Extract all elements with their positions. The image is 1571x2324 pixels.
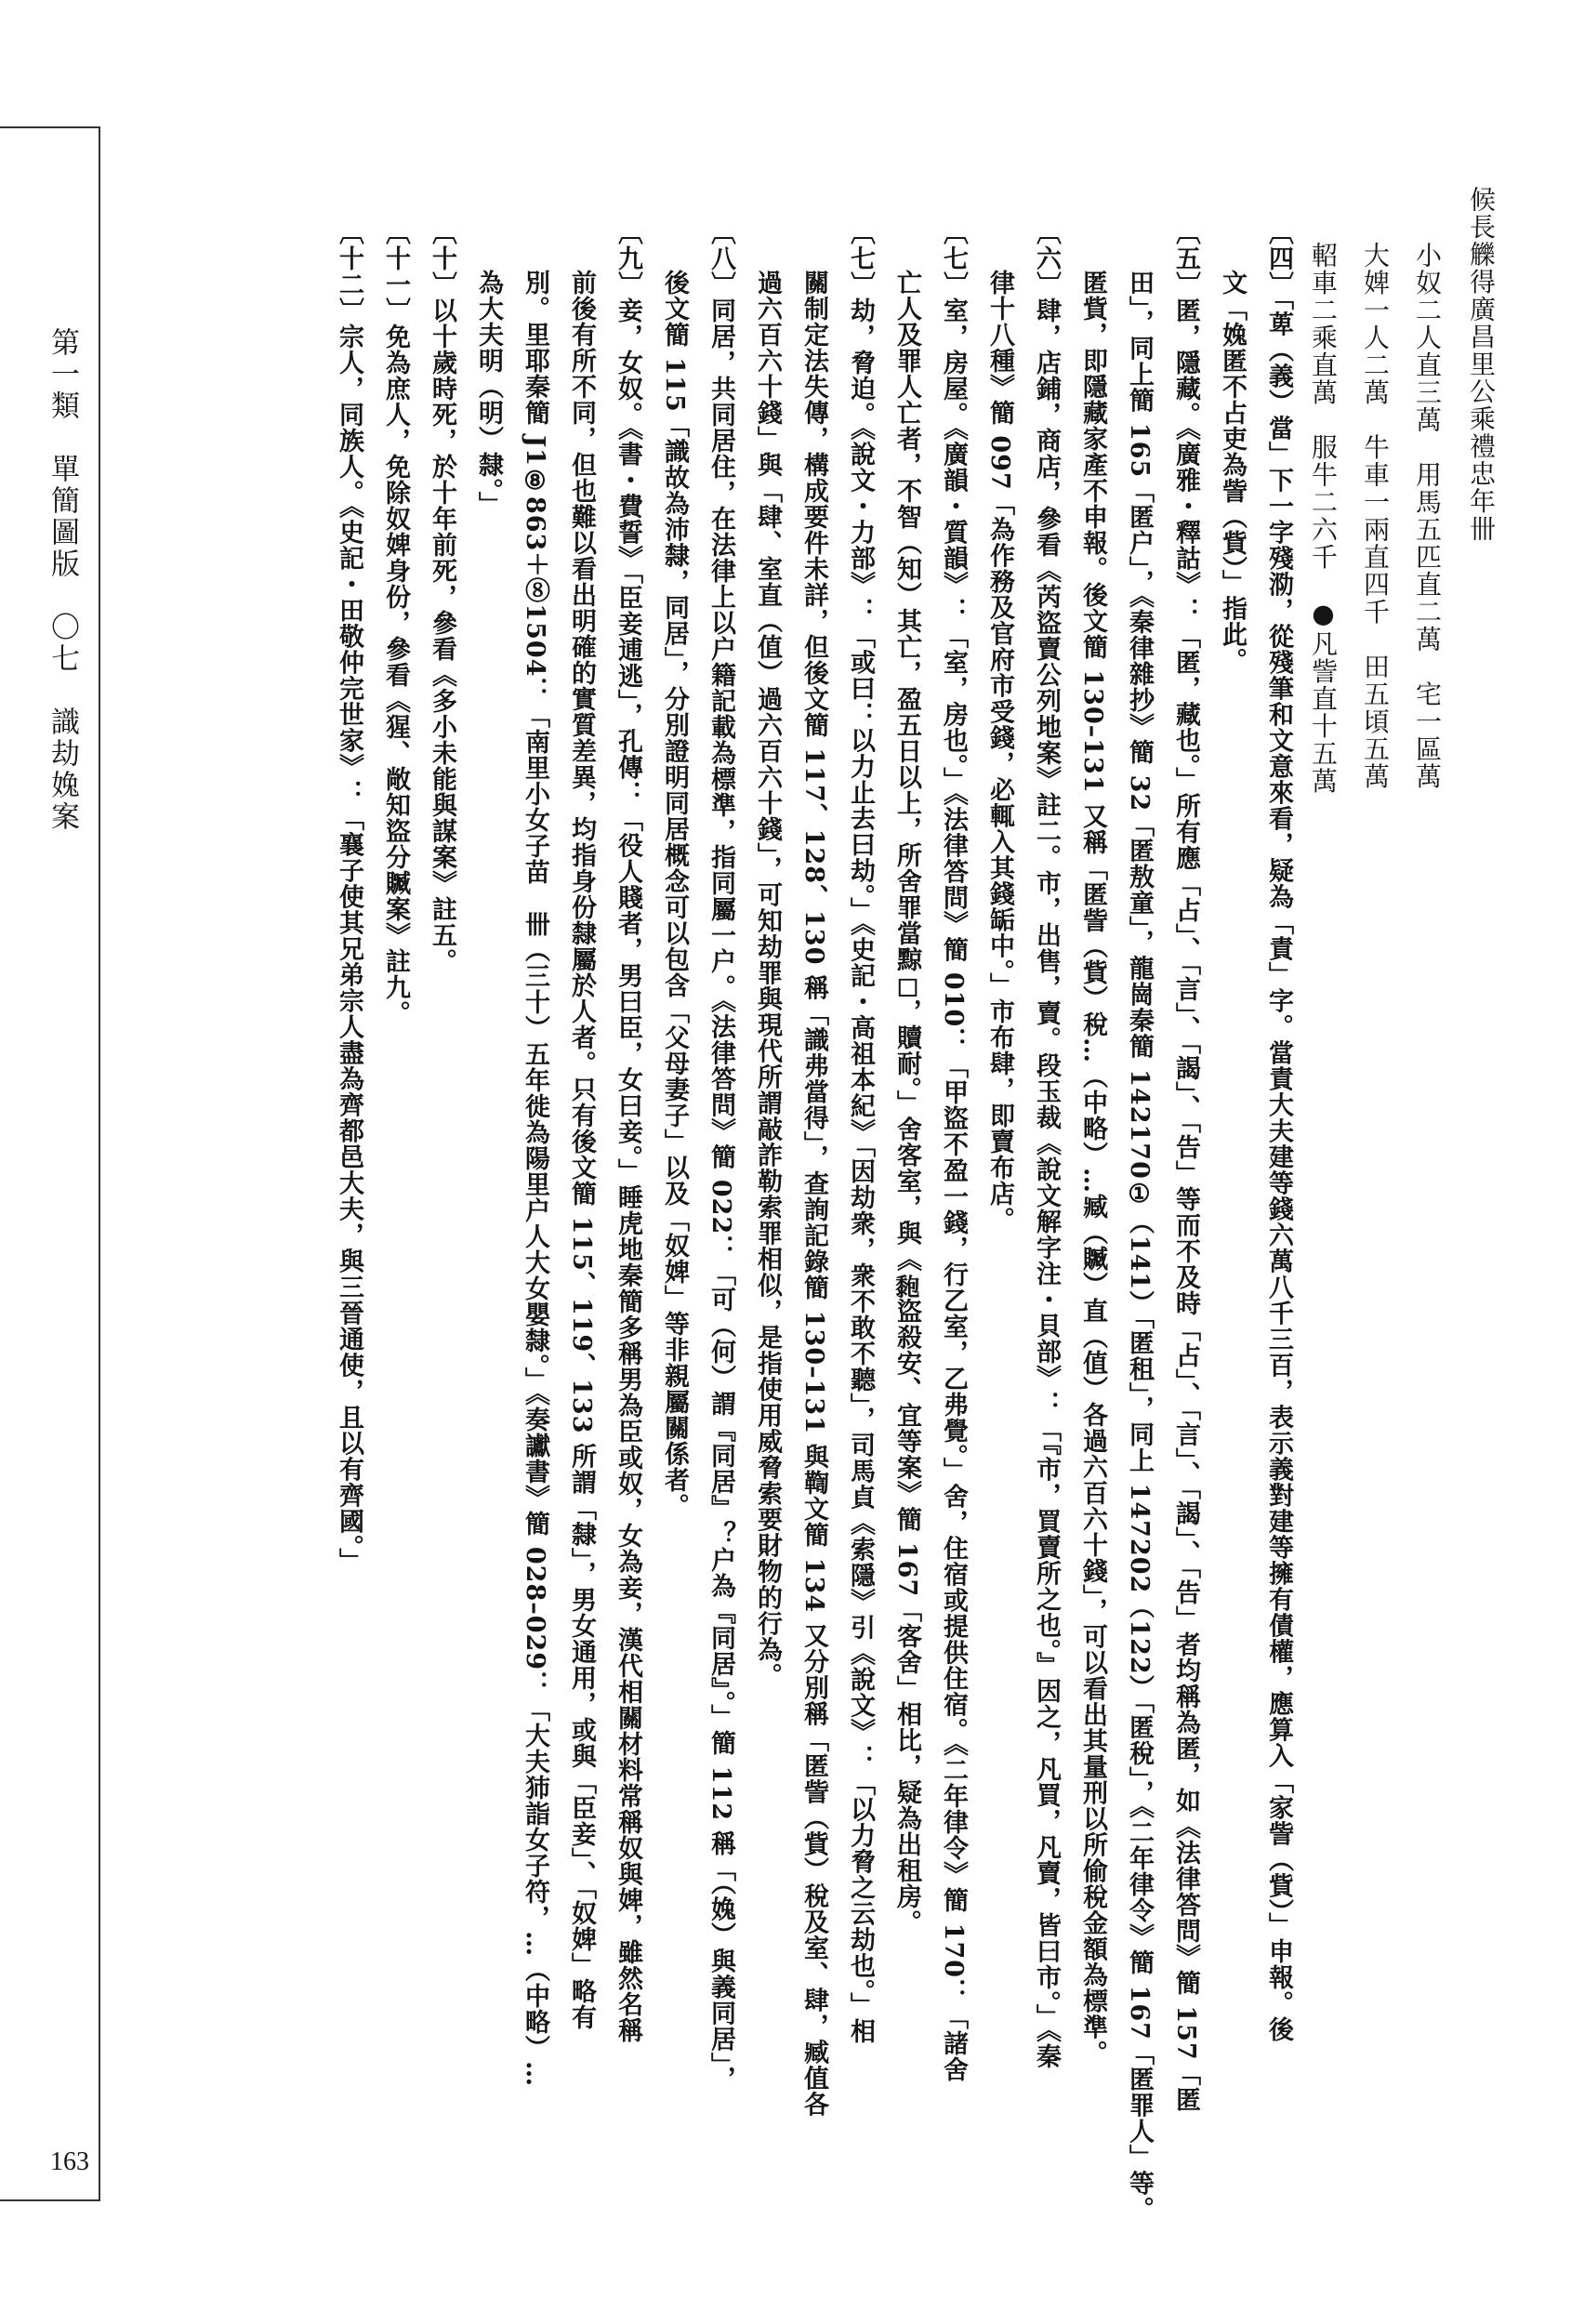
body-column: 小奴二人直三萬 用馬五匹直二萬 宅一區萬 [1412,242,1443,790]
note-column: 〔十二〕宗人，同族人。《史記・田敬仲完世家》：「襄子使其兄弟宗人盡為齊都邑大夫，與三晉通使，且以有齊國。」 [335,219,363,1574]
margin-frame-top [0,126,100,128]
note-column: 〔十一〕免為庶人，免除奴婢身份，參看《猩、敞知盜分贓案》註九。 [381,219,410,1026]
note-column: 〔四〕「萆（義）當」下一字殘泐，從殘筆和文意來看，疑為「責」字。當責大夫建等錢六萬八千三百，表示義對建等擁有債權，應算入「家訾（貲）」申報。後 [1264,219,1293,2042]
body-column: 軺車二乘直萬 服牛二六千 ●凡訾直十五萬 [1308,242,1339,795]
margin-frame-side [99,126,100,2201]
note-column: 亡人及罪人亡者，不智（知）其亡，盈五日以上，所舍罪當黥☐，贖耐。」舍客室，與《𪏶盜殺安、宜等案》簡 167「客舍」相比，疑為出租房。 [892,270,921,1936]
note-column: 為大夫明（明）隸。」 [474,270,503,518]
note-column: 律十八種》簡 097「為作務及官府市受錢，必輒入其錢缿中。」市布肆，即賣布店。 [985,270,1014,1234]
note-column: 文「婏匿不占吏為訾（貲）」指此。 [1218,270,1247,674]
body-column: 候長觻得廣昌里公乘禮忠年卌 [1466,186,1497,543]
page-number: 163 [50,2147,89,2176]
margin-frame-bottom [0,2199,100,2201]
note-column: 〔七〕室，房屋。《廣韻・質韻》：「室，房也。」《法律答問》簡 010：「甲盜不盈一錢，行乙室，乙弗覺。」舍，住宿或提供住宿。《二年律令》簡 170：「諸舍 [939,219,968,2083]
body-column: 大婢一人二萬 牛車一兩直四千 田五頃五萬 [1360,242,1391,790]
note-column: 別。里耶秦簡 J1⑧863＋⑧1504：「南里小女子苗 卌（三十）五年徙為陽里户人大女嬰隸。」《奏讞書》簡 028–029：「大夫犻詣女子符，…（中略）… [521,270,549,2088]
note-column: 〔五〕匿，隱藏。《廣雅・釋詁》：「匿，藏也。」所有應「占」、「言」、「謁」、「告」等而不及時「占」、「言」、「謁」、「告」者均稱為匿，如《法律答問》簡 157「匿 [1171,219,1200,2113]
note-column: 關制定法失傳，構成要件未詳，但後文簡 117、128、130 稱「識弗當得」，查詢記錄簡 130–131 與鞫文簡 134 又分別稱「匿訾（貲）稅及室、肆，臧值各 [799,270,828,2118]
note-column: 匿貲，即隱藏家產不申報。後文簡 130–131 又稱「匿訾（貲）稅…（中略）…臧（贓）直（值）各過六百六十錢」，可以看出其量刑以所偷稅金額為標準。 [1078,270,1107,2067]
note-column: 〔十〕以十歲時死，於十年前死，參看《多小未能與謀案》註五。 [428,219,456,974]
note-column: 前後有所不同，但也難以看出明確的實質差異，均指身份隸屬於人者。只有後文簡 115、119、133 所謂「隸」，男女通用，或與「臣妾」、「奴婢」略有 [567,270,596,2031]
note-column: 〔六〕肆，店鋪，商店，參看《芮盜賣公列地案》註二。市，出售，賣。段玉裁《說文解字注・貝部》：「『市，買賣所之也。』因之，凡買，凡賣，皆曰市。」《秦 [1032,219,1061,2069]
note-column: 田」，同上簡 165「匿户」，《秦律雜抄》簡 32「匿敖童」，龍崗秦簡 142170①（141）「匿租」，同上 147202（122）「匿稅」，《二年律令》簡 167「匿罪人」等。 [1125,270,1154,2223]
note-column: 過六百六十錢」與「肆、室直（值）過六百六十錢」，可知劫罪與現代所謂敲詐勒索罪相似，是指使用威脅索要財物的行為。 [753,270,782,1689]
note-column: 〔八〕同居，共同居住，在法律上以户籍記載為標準，指同屬一户。《法律答問》簡 022：「可（何）謂『同居』？户為『同居』。」簡 112 稱「（婏）與義同居」， [706,219,735,2093]
note-column: 〔七〕劫，脅迫。《說文・力部》：「或曰：以力止去曰劫。」《史記・高祖本紀》「因劫衆，衆不敢不聽」，司馬貞《索隱》引《說文》：「以力脅之云劫也。」相 [846,219,875,2044]
note-column: 〔九〕妾，女奴。《書・費誓》「臣妾逋逃」，孔傳：「役人賤者，男曰臣，女曰妾。」睡虎地秦簡多稱男為臣或奴，女為妾，漢代相關材料常稱奴與婢，雖然名稱 [614,219,642,2043]
running-head: 第一類 單簡圖版 〇七 識劫婏案 [46,327,79,833]
note-column: 後文簡 115「識故為沛隸，同居」，分別證明同居概念可以包含「父母妻子」以及「奴婢」等非親屬關係者。 [660,270,689,1520]
